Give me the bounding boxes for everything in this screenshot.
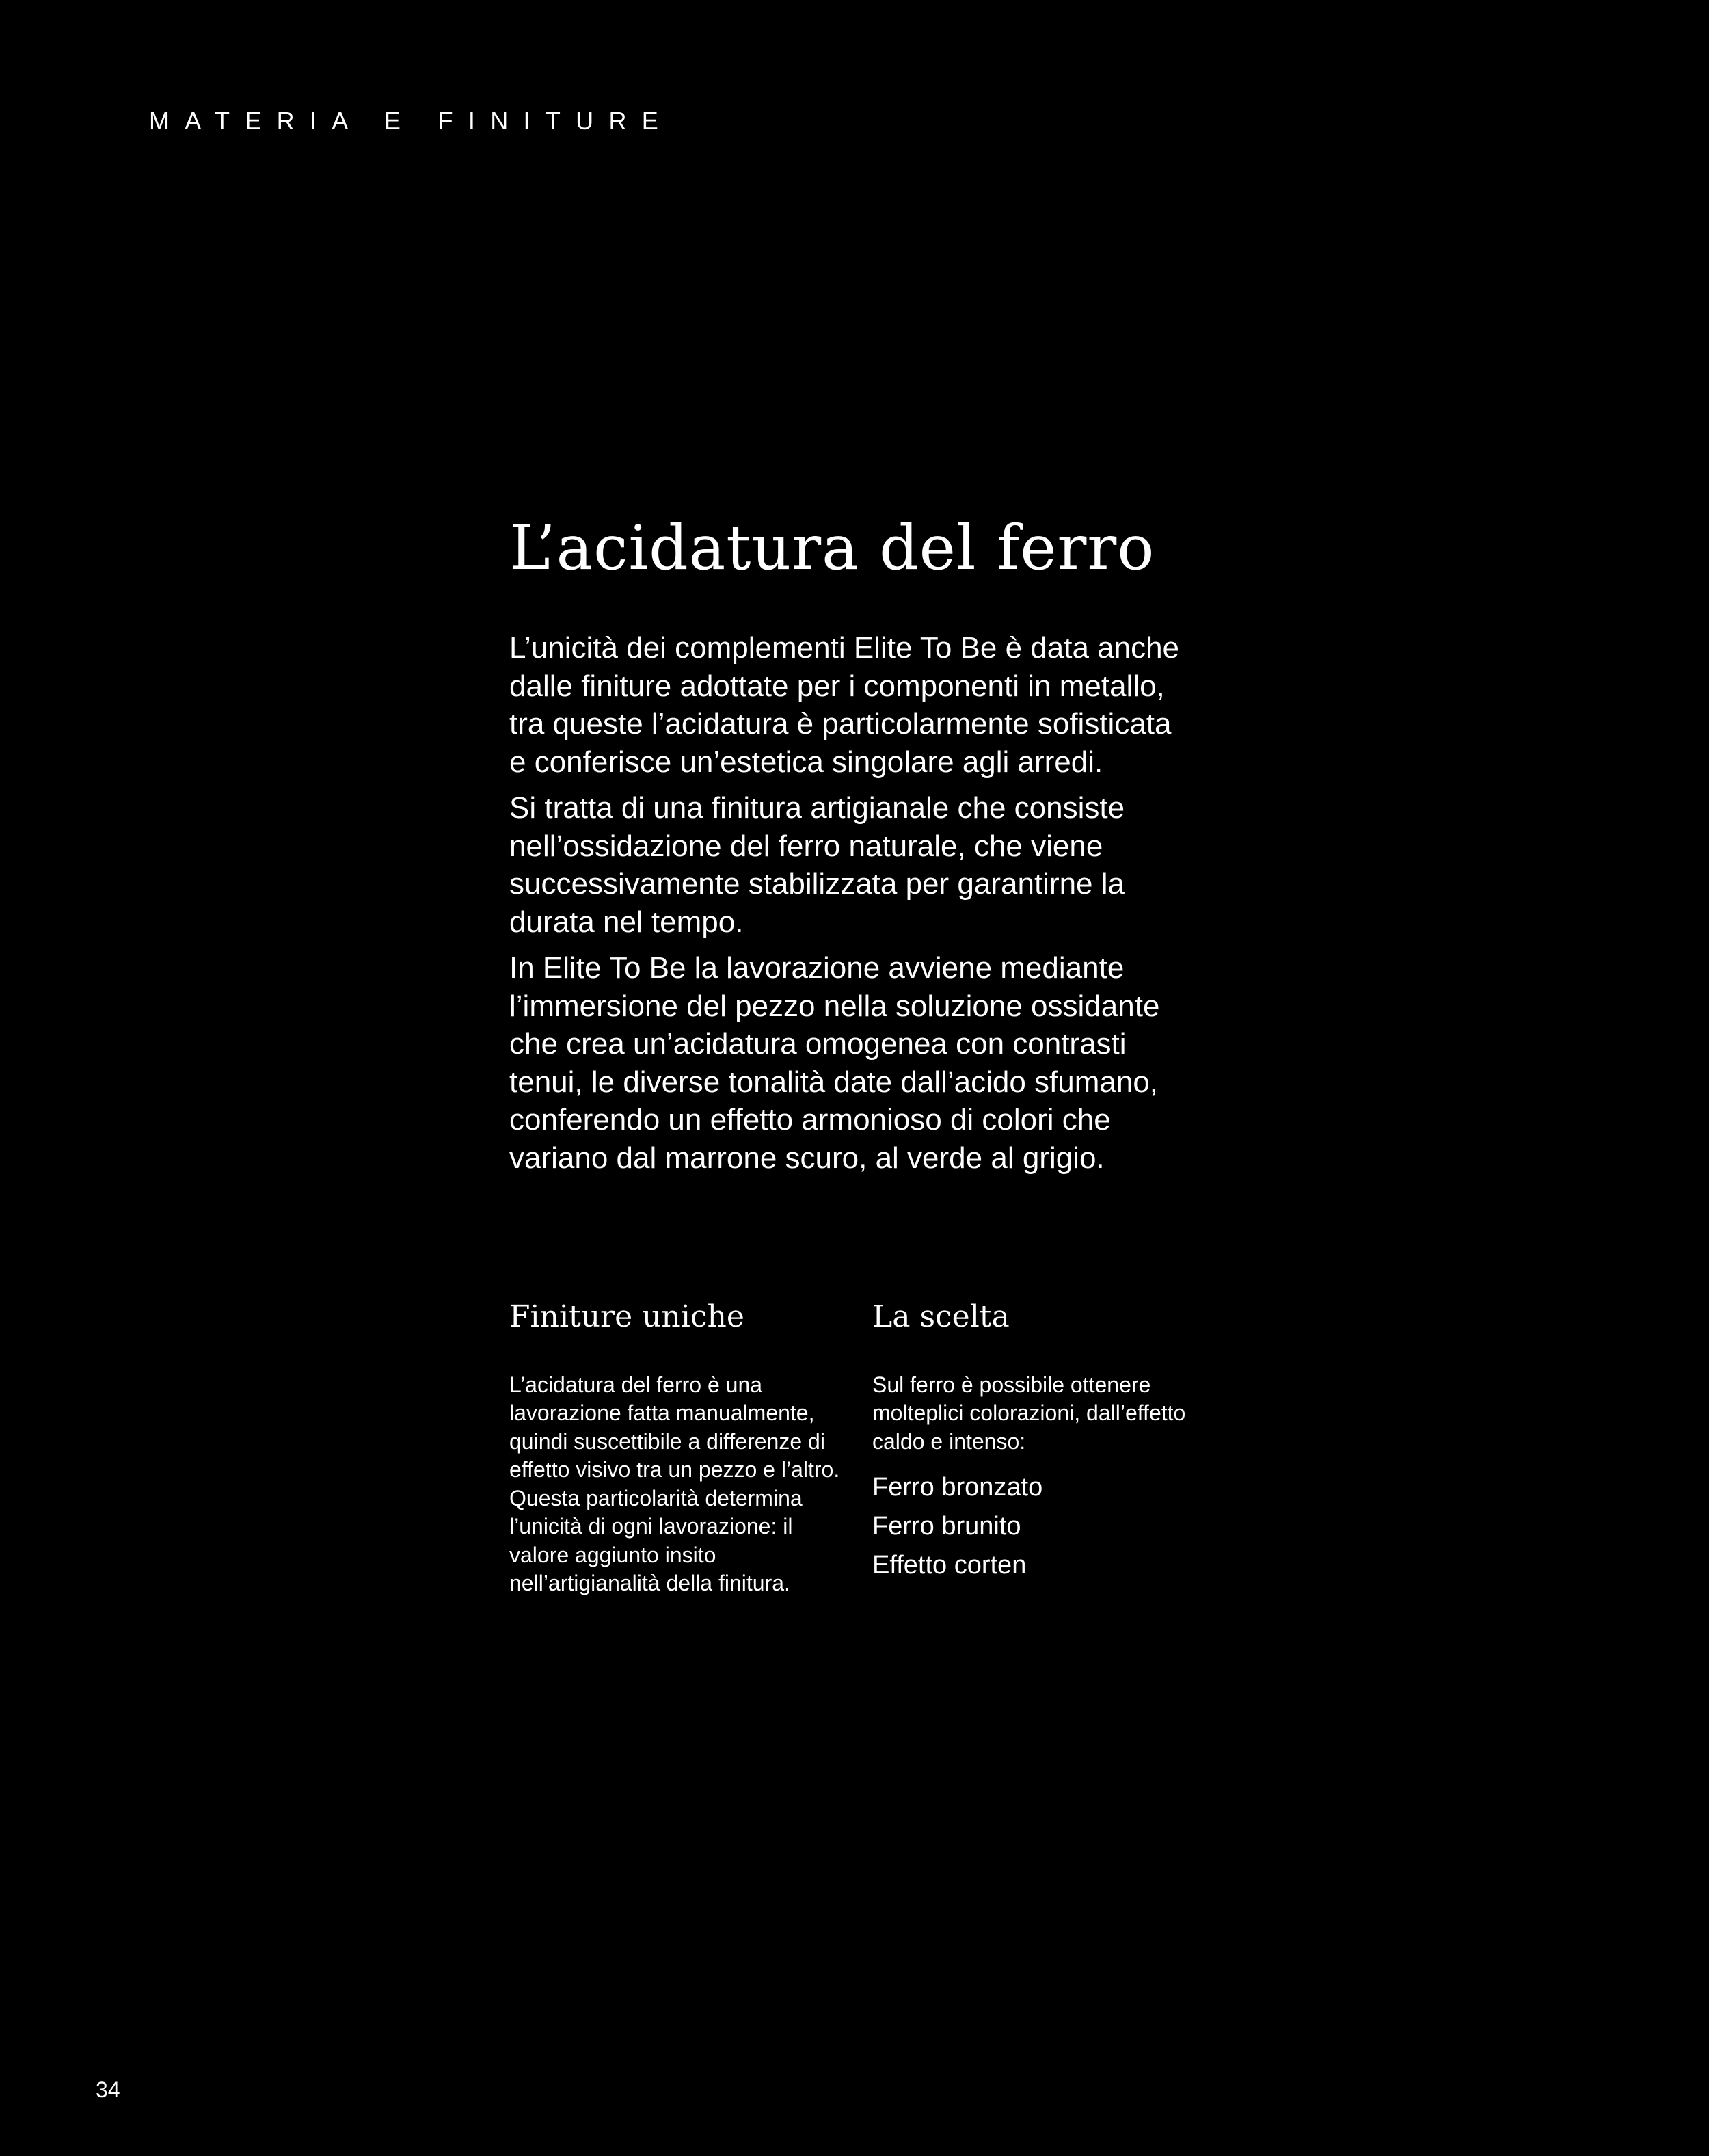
finish-item: Effetto corten [872,1551,1027,1580]
right-column-paragraph: Sul ferro è possibile ottenere molteplici colorazioni, dall’effetto caldo e intenso: [872,1372,1186,1454]
finish-item: Ferro brunito [872,1512,1021,1541]
intro-paragraph: Si tratta di una finitura artigianale che consiste nell’ossidazione del ferro naturale, che viene successivamente stabilizzata per garantirne la durata nel tempo. [509,791,1125,939]
page-number: 34 [96,2077,120,2102]
left-column-heading: Finiture uniche [509,1299,744,1334]
right-column-body [872,1371,1200,1456]
left-column-paragraph: Questa particolarità determina l’unicità di ogni lavorazione: il valore aggiunto insito nell’artigianalità della finitura. [509,1485,803,1596]
main-title: L’acidatura del ferro [509,512,1155,584]
finish-list [872,1468,1200,1585]
left-column-paragraph: L’acidatura del ferro è una lavorazione fatta manualmente, quindi suscettibile a differenze di effetto visivo tra un pezzo e l’altro. [509,1372,840,1482]
right-column-heading: La scelta [872,1299,1010,1334]
finish-item: Ferro bronzato [872,1473,1043,1502]
section-label: MATERIA E FINITURE [149,107,674,135]
intro-paragraph: In Elite To Be la lavorazione avviene mediante l’immersione del pezzo nella soluzione ossidante che crea un’acidatura omogenea con contrasti tenui, le diverse tonalità date dall’acido sfumano, conferendo un effetto armonioso di colori che variano dal marrone scuro, al verde al grigio. [509,951,1160,1175]
left-column [509,1299,851,1598]
intro-paragraph: L’unicità dei complementi Elite To Be è data anche dalle finiture adottate per i componenti in metallo, tra queste l’acidatura è particolarmente sofisticata e conferisce un’estetica singolare agli arredi. [509,631,1180,779]
intro-text [509,629,1193,1185]
left-column-body [509,1371,851,1598]
right-column [872,1299,1200,1585]
